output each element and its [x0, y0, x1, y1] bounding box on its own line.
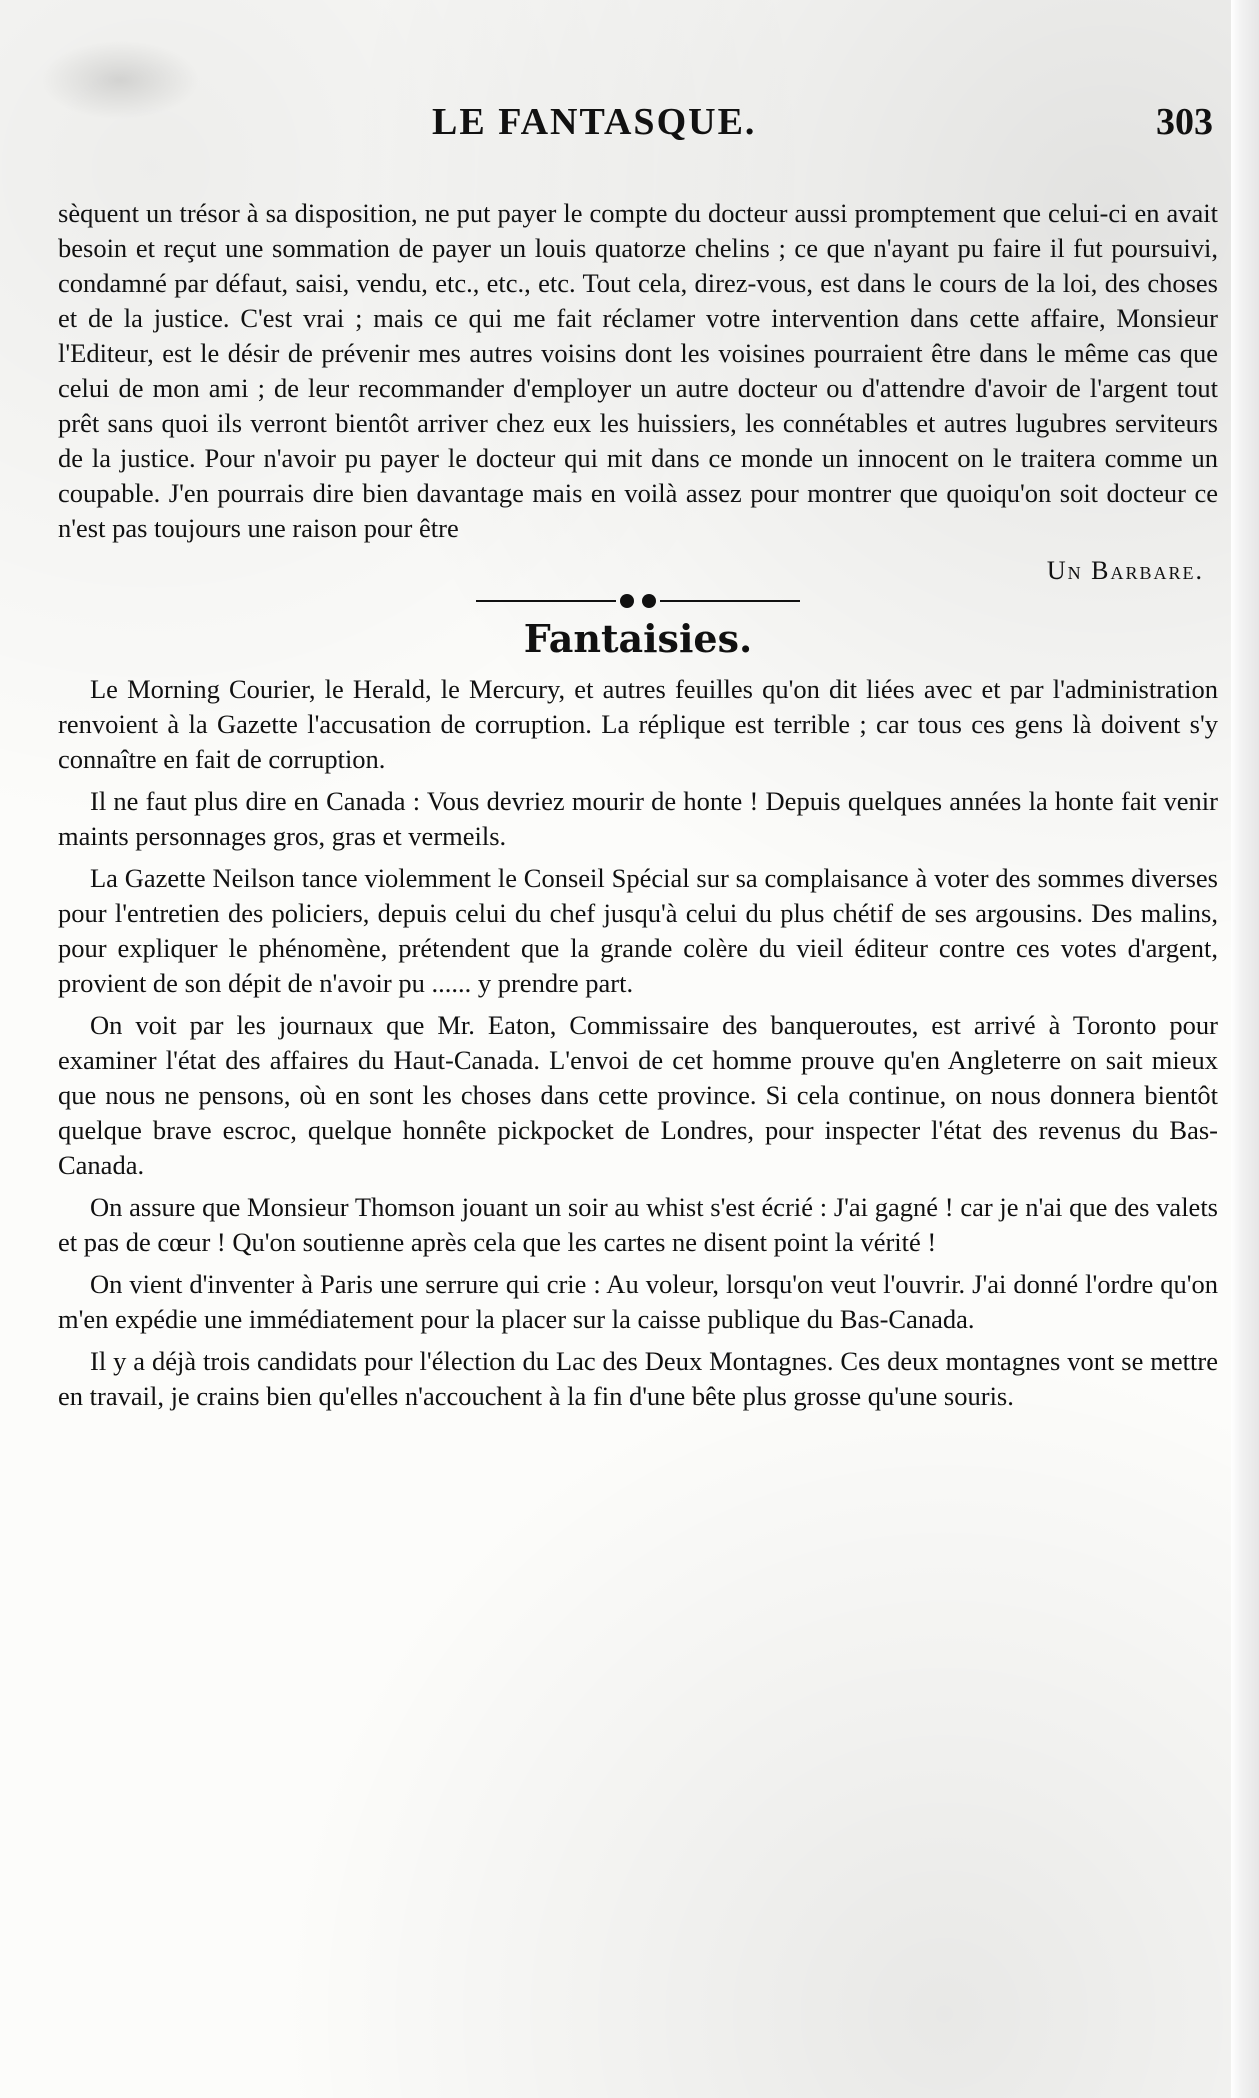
letter-continuation: sèquent un trésor à sa disposition, ne put payer le compte du docteur aussi promptement que celui-ci en avait besoin et reçut une sommation de payer un louis quatorze chelins ; ce que n'ayant pu faire il fut poursuivi, condamné par défaut, saisi, vendu, etc., etc., etc. Tout cela, direz-vous, est dans le cours de la loi, des choses et de la justice. C'est vrai ; mais ce qui me fait réclamer votre intervention dans cette affaire, Monsieur l'Editeur, est le désir de prévenir mes autres voisins dont les voisines pourraient être dans le même cas que celui de mon ami ; de leur recommander d'employer un autre docteur ou d'attendre d'avoir de l'argent tout prêt sans quoi ils verront bientôt arriver chez eux les huissiers, les connétables et autres lugubres serviteurs de la justice. Pour n'avoir pu payer le docteur qui mit dans ce monde un innocent on le traitera comme un coupable. J'en pourrais dire bien davantage mais en voilà assez pour montrer que quoiqu'on soit docteur ce n'est pas toujours une raison pour être	[58, 198, 1218, 543]
divider-rule-right	[660, 600, 800, 602]
paragraph: On voit par les journaux que Mr. Eaton, Commissaire des banqueroutes, est arrivé à Toronto pour examiner l'état des affaires du Haut-Canada. L'envoi de cet homme prouve qu'en Angleterre on sait mieux que nous ne pensons, où en sont les choses dans cette province. Si cela continue, on nous donnera bientôt quelque brave escroc, quelque honnête pickpocket de Londres, pour inspecter l'état des revenus du Bas-Canada.	[58, 1010, 1218, 1180]
paragraph: La Gazette Neilson tance violemment le Conseil Spécial sur sa complaisance à voter des sommes diverses pour l'entretien des policiers, depuis celui du chef jusqu'à celui du plus chétif de ses argousins. Des malins, pour expliquer le phénomène, prétendent que la grande colère du vieil éditeur contre ces votes d'argent, provient de son dépit de n'avoir pu ...... y prendre part.	[58, 863, 1218, 998]
section-title: Fantaisies.	[523, 616, 753, 661]
divider-ornament-icon	[620, 594, 634, 608]
paragraph: Le Morning Courier, le Herald, le Mercury, et autres feuilles qu'on dit liées avec et par l'administration renvoient à la Gazette l'accusation de corruption. La réplique est terrible ; car tous ces gens là doivent s'y connaître en fait de corruption.	[58, 674, 1218, 774]
letter-signature: Un Barbare.	[1046, 556, 1204, 585]
page-edge	[1231, 0, 1259, 2098]
paragraph: Il y a déjà trois candidats pour l'élection du Lac des Deux Montagnes. Ces deux montagnes vont se mettre en travail, je crains bien qu'elles n'accouchent à la fin d'une bête plus grosse qu'une souris.	[58, 1346, 1218, 1411]
paragraph: On assure que Monsieur Thomson jouant un soir au whist s'est écrié : J'ai gagné ! car je n'ai que des valets et pas de cœur ! Qu'on soutienne après cela que les cartes ne disent point la vérité !	[58, 1192, 1218, 1257]
divider-rule-left	[476, 600, 616, 602]
running-title: LE FANTASQUE.	[432, 101, 757, 143]
divider-ornament-icon	[642, 594, 656, 608]
article-body	[58, 196, 1218, 1421]
page-header	[0, 100, 1259, 160]
section-divider	[58, 590, 1218, 612]
paragraph: Il ne faut plus dire en Canada : Vous devriez mourir de honte ! Depuis quelques années la honte fait venir maints personnages gros, gras et vermeils.	[58, 786, 1218, 851]
page-number: 303	[1156, 101, 1213, 143]
paragraph: On vient d'inventer à Paris une serrure qui crie : Au voleur, lorsqu'on veut l'ouvrir. J'ai donné l'ordre qu'on m'en expédie une immédiatement pour la placer sur la caisse publique du Bas-Canada.	[58, 1269, 1218, 1334]
